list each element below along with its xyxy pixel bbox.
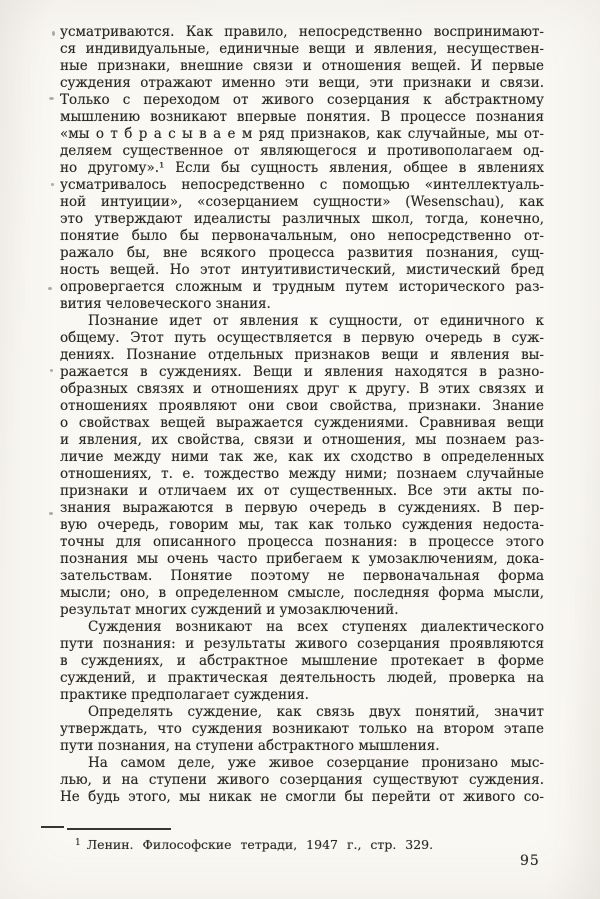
text-line: точны для описанного процесса познания: в процессе этого [60,534,544,550]
text-line: суждений, и практическая деятельность людей, проверка на [60,670,544,686]
text-line: мысли; оно, в определенном смысле, последняя форма мысли, [60,585,544,601]
text-line: пути познания: и результаты живого созерцания проявляются [60,636,544,652]
text-line: Не будь этого, мы никак не смогли бы перейти от живого со- [60,789,544,805]
text-line: образных связях и отношениях друг к другу. В этих связях и [60,381,544,397]
page-number: 95 [520,853,540,869]
text-line: суждения отражают именно эти вещи, эти признаки и связи. [60,75,544,91]
scan-artifact [52,31,55,36]
text-line: Познание идет от явления к сущности, от единичного к [88,313,544,329]
text-line: познания мы очень часто прибегаем к умозаключениям, дока- [60,551,544,567]
text-line: зательствам. Понятие поэтому не первоначальная форма [60,568,544,584]
text-line: ражало бы, вне всякого процесса развития познания, сущ- [60,245,544,261]
text-line: в суждениях, и абстрактное мышление протекает в форме [60,653,544,669]
text-line: Только с переходом от живого созерцания к абстрактному [60,92,544,108]
footnote-marker: 1 [75,838,81,848]
paragraph [60,704,544,755]
text-line: знания выражаются в первую очередь в суждениях. В пер- [60,500,544,516]
text-line: дениях. Познание отдельных признаков вещи и явления вы- [60,347,544,363]
text-line: это утверждают идеалисты различных школ, тогда, конечно, [60,211,544,227]
paragraph [60,24,544,313]
text-line: отношениях, т. е. тождество между ними; познаем случайные [60,466,544,482]
text-line: практике предполагает суждения. [60,687,309,703]
text-line: ся индивидуальные, единичные вещи и явления, несуществен- [60,41,544,57]
text-line: понятие было бы первоначальным, оно непосредственно от- [60,228,544,244]
text-line: вую очередь, говорим мы, так как только суждения недоста- [60,517,544,533]
text-line: утверждать, что суждения возникают только на втором этапе [60,721,544,737]
text-line: признаки и отличаем их от существенных. Все эти акты по- [60,483,544,499]
text-line: Определять суждение, как связь двух понятий, значит [88,704,544,720]
text-line: опровергается сложным и трудным путем исторического раз- [60,279,544,295]
text-line: усматриваются. Как правило, непосредственно воспринимают- [60,24,544,40]
text-line: усматривалось непосредственно с помощью «интеллектуаль- [60,177,544,193]
text-line: Суждения возникают на всех ступенях диалектического [88,619,544,635]
footnote [75,835,515,853]
paragraph [60,313,544,619]
text-line: «мы о т б р а с ы в а е м ряд признаков, как случайные, мы от- [60,126,544,142]
text-line: отношениях проявляют они свои свойства, признаки. Знание [60,398,544,414]
text-line: о свойствах вещей выражается суждениями. Сравнивая вещи [60,415,544,431]
scan-artifact [48,287,52,290]
text-line: результат многих суждений и умозаключений. [60,602,399,618]
text-line: мышлению возникают впервые понятия. В процессе познания [60,109,544,125]
text-line: ной интуиции», «созерцанием сущности» (Wesenschau), как [60,194,544,210]
text-line: вития человеческого знания. [60,296,271,312]
paragraph [60,755,544,806]
text-line: ные признаки, внешние связи и отношения вещей. И первые [60,58,544,74]
text-line: общему. Этот путь осуществляется в первую очередь в суж- [60,330,544,346]
text-line: ражается в суждениях. Вещи и явления находятся в разно- [60,364,544,380]
text-line: ность вещей. Но этот интуитивистический, мистический бред [60,262,544,278]
text-block [60,24,544,806]
scan-artifact [49,97,54,100]
text-line: На самом деле, уже живое созерцание пронизано мыс- [88,755,544,771]
text-line: пути познания, на ступени абстрактного мышления. [60,738,440,754]
paragraph [60,619,544,704]
scan-artifact [49,512,53,515]
text-line: личие между ними так же, как их сходство в определенных [60,449,544,465]
text-line: деляем существенное от являющегося и противополагаем од- [60,143,544,159]
text-line: и явления, их свойства, связи и отношения, мы познаем раз- [60,432,544,448]
text-line: но другому».¹ Если бы сущность явления, общее в явлениях [60,160,544,176]
scan-artifact [51,183,54,186]
text-line: лью, и на ступени живого созерцания существуют суждения. [60,772,544,788]
scan-artifact [50,369,53,372]
footnote-separator [67,828,171,830]
footnote-separator [41,826,64,828]
footnote-text: Ленин. Философские тетради, 1947 г., стр. 329. [86,837,434,852]
